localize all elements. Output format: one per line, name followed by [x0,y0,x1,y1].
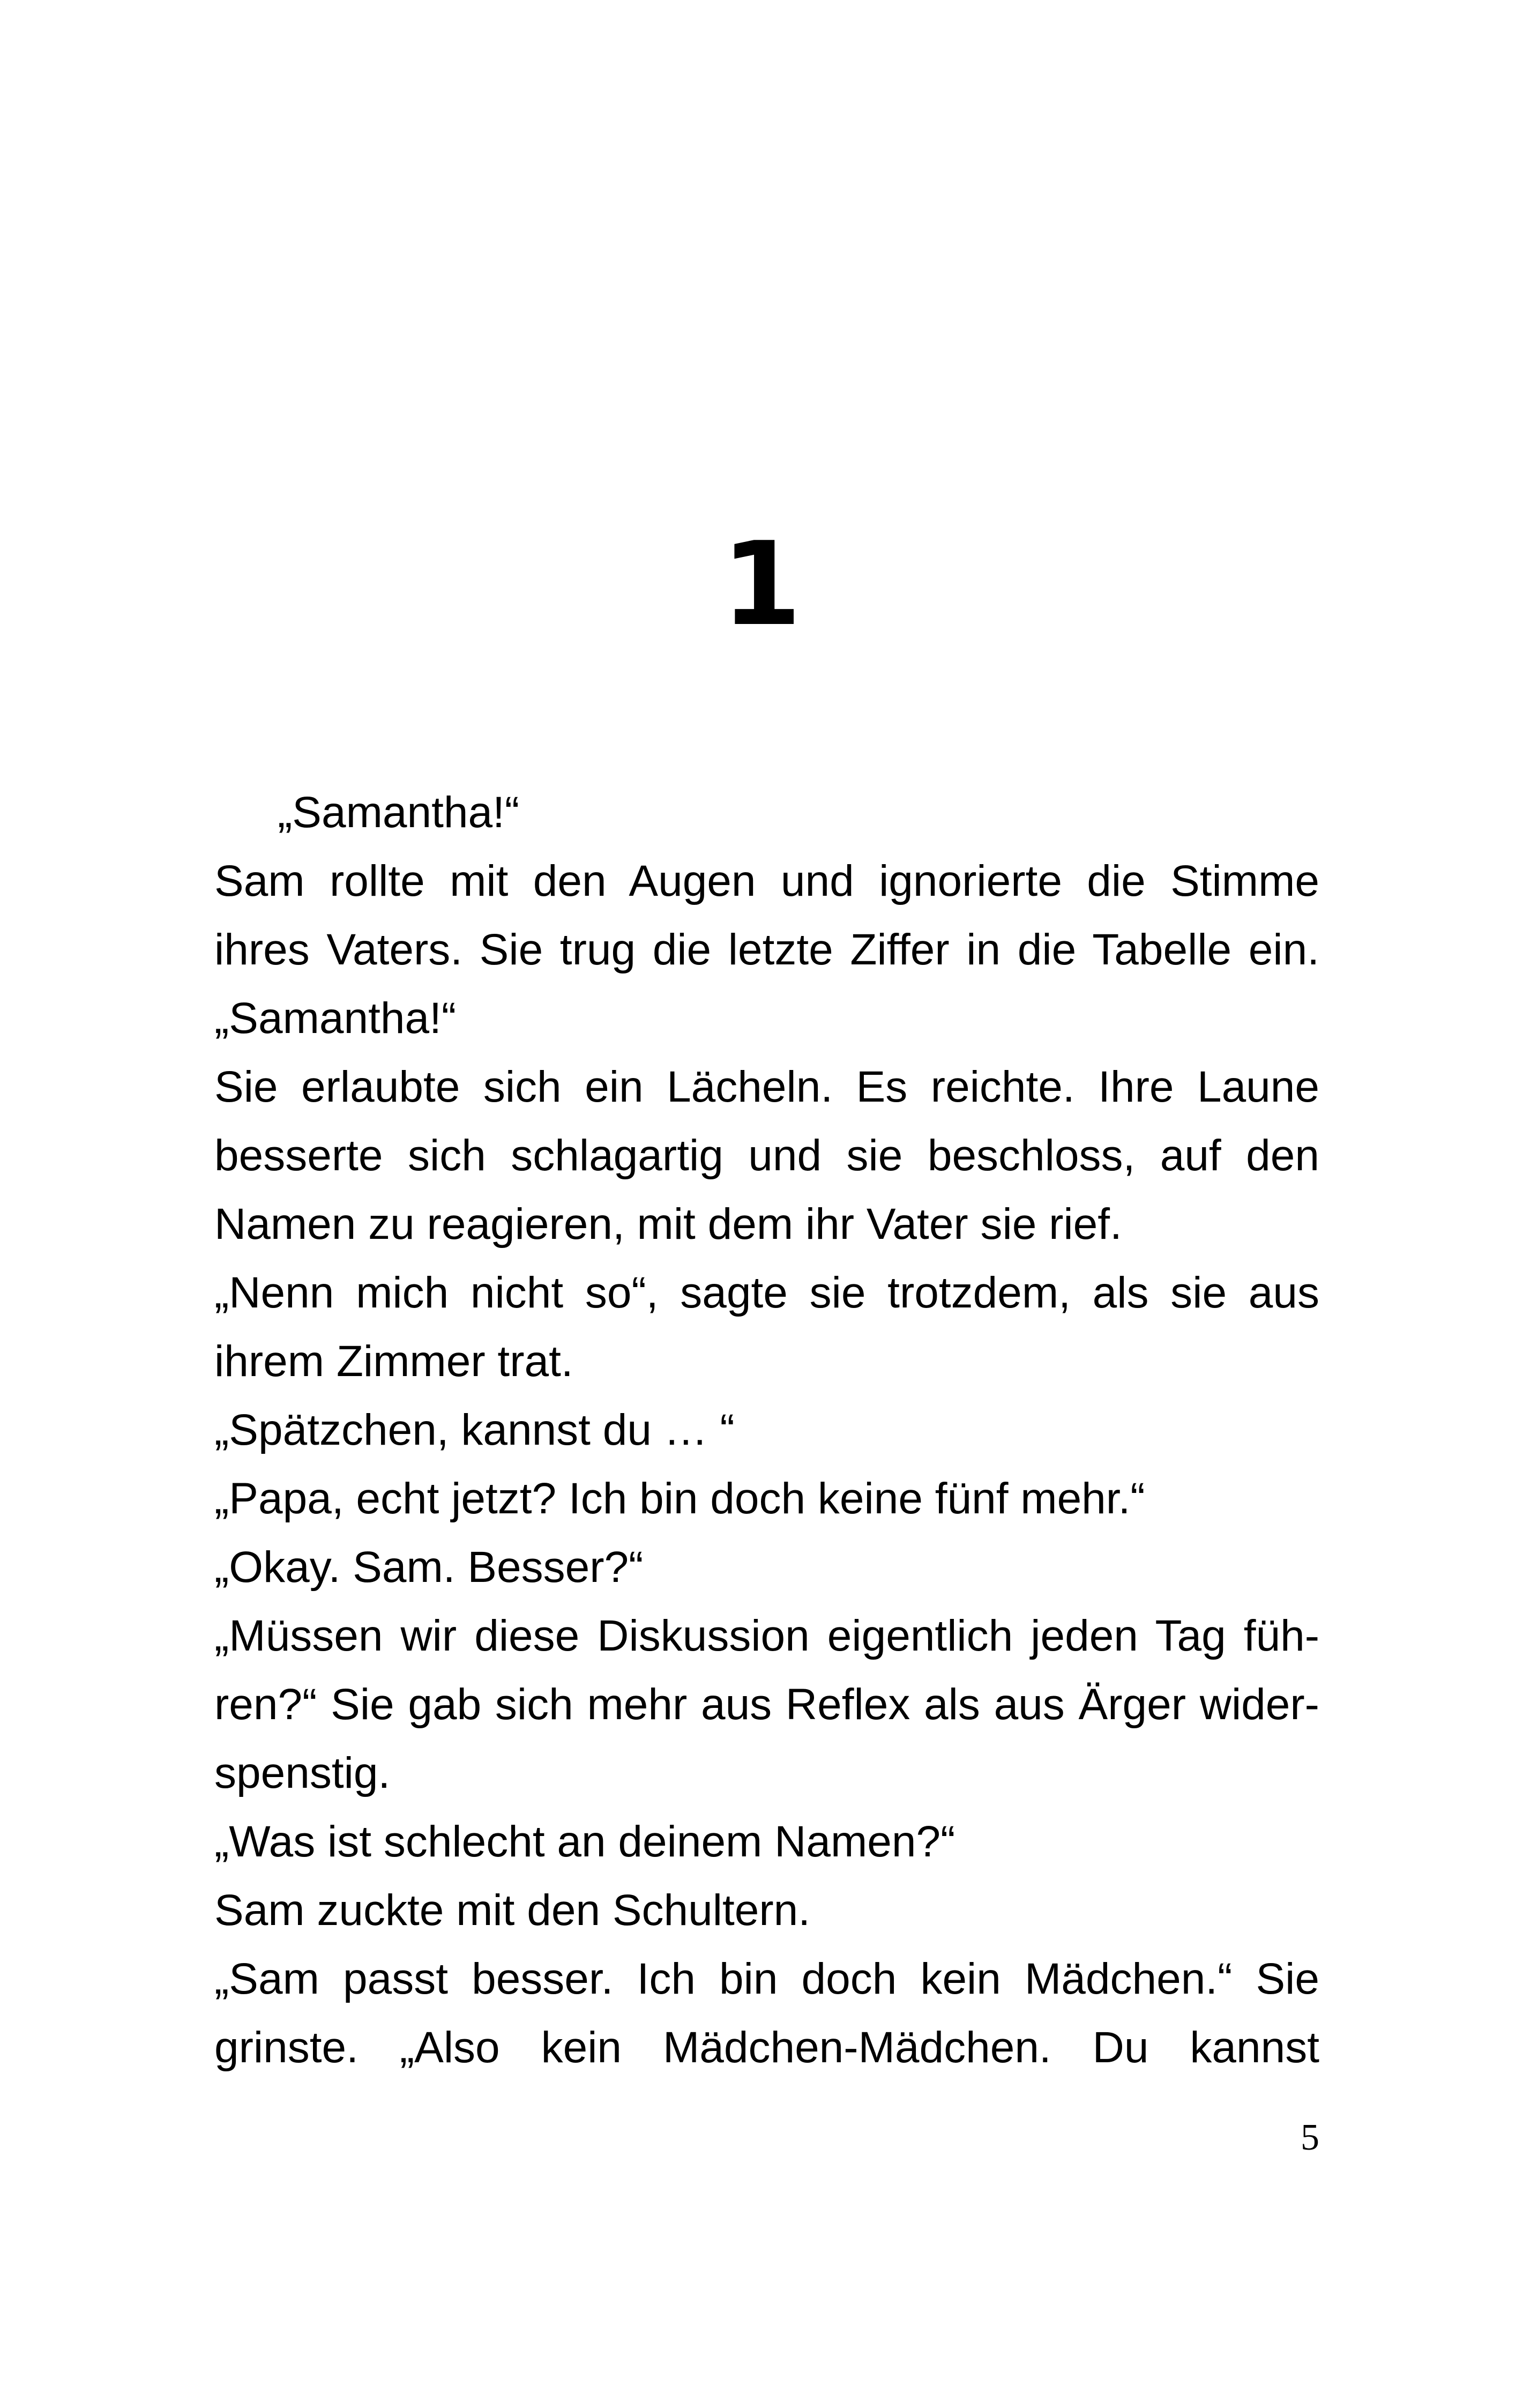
text-line: Sie erlaubte sich ein Lächeln. Es reichte. Ihre Laune [214,1062,1319,1111]
text-line: ren?“ Sie gab sich mehr aus Reflex als aus Ärger wider- [214,1680,1319,1729]
text-line: ihres Vaters. Sie trug die letzte Ziffer in die Tabelle ein. [214,925,1319,974]
text-line: ihrem Zimmer trat. [214,1337,573,1386]
text-line: „Müssen wir diese Diskussion eigentlich jeden Tag füh- [214,1611,1319,1660]
text-line: „Okay. Sam. Besser?“ [214,1543,644,1592]
text-line: „Sam passt besser. Ich bin doch kein Mädchen.“ Sie [214,1954,1319,2003]
text-line: „Nenn mich nicht so“, sagte sie trotzdem, als sie aus [214,1268,1319,1317]
text-line: „Was ist schlecht an deinem Namen?“ [214,1817,955,1866]
chapter-number: 1 [721,517,802,651]
text-line: spenstig. [214,1749,391,1797]
text-line: „Samantha!“ [214,994,457,1043]
text-line: „Samantha!“ [278,788,520,837]
text-line: grinste. „Also kein Mädchen-Mädchen. Du kannst [214,2023,1319,2072]
body-text [214,778,1319,2082]
page-number: 5 [1301,2117,1319,2158]
text-line: Namen zu reagieren, mit dem ihr Vater sie rief. [214,1200,1122,1248]
text-line: „Papa, echt jetzt? Ich bin doch keine fünf mehr.“ [214,1474,1145,1523]
text-line: Sam zuckte mit den Schultern. [214,1886,811,1935]
text-line: Sam rollte mit den Augen und ignorierte die Stimme [214,857,1319,905]
text-line: „Spätzchen, kannst du … “ [214,1406,735,1454]
text-line: besserte sich schlagartig und sie beschloss, auf den [214,1131,1319,1180]
